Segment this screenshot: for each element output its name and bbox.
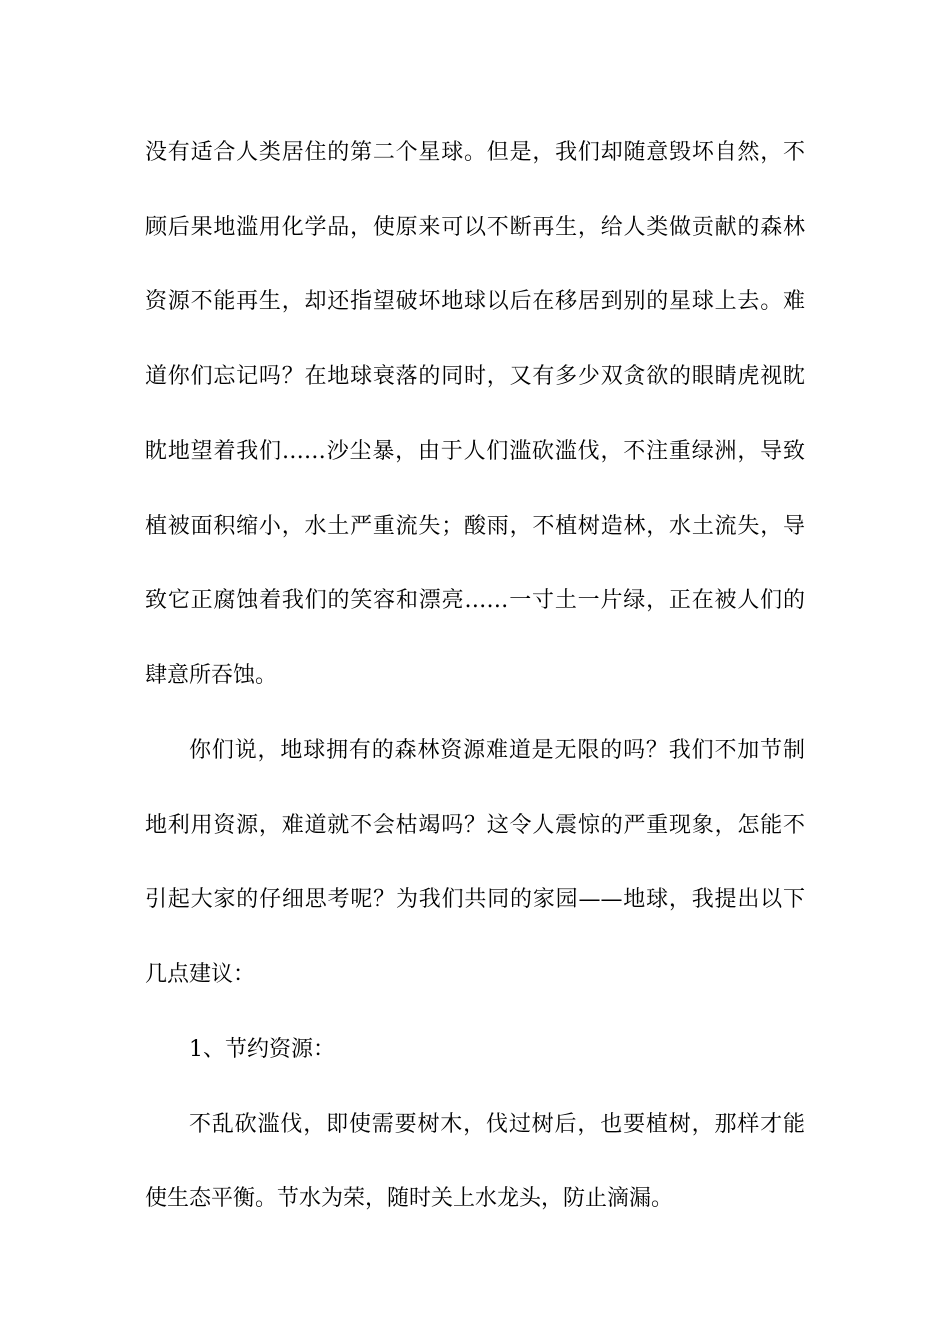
paragraph-2-line-1: 你们说，地球拥有的森林资源难道是无限的吗？我们不加节制 bbox=[189, 738, 805, 763]
text-line-6: 植被面积缩小，水土严重流失；酸雨，不植树造林，水土流失，导 bbox=[145, 514, 805, 539]
paragraph-2-line-4: 几点建议： bbox=[145, 962, 256, 987]
text-line-1: 没有适合人类居住的第二个星球。但是，我们却随意毁坏自然，不 bbox=[145, 140, 805, 165]
paragraph-2-line-2: 地利用资源，难道就不会枯竭吗？这令人震惊的严重现象，怎能不 bbox=[145, 813, 805, 838]
paragraph-2-line-3: 引起大家的仔细思考呢？为我们共同的家园——地球，我提出以下 bbox=[145, 887, 805, 912]
text-line-8: 肆意所吞蚀。 bbox=[145, 663, 278, 688]
text-line-3: 资源不能再生，却还指望破坏地球以后在移居到别的星球上去。难 bbox=[145, 289, 805, 314]
text-line-2: 顾后果地滥用化学品，使原来可以不断再生，给人类做贡献的森林 bbox=[145, 215, 805, 240]
text-line-5: 眈地望着我们……沙尘暴，由于人们滥砍滥伐，不注重绿洲，导致 bbox=[145, 439, 805, 464]
paragraph-3-line-2: 使生态平衡。节水为荣，随时关上水龙头，防止滴漏。 bbox=[145, 1186, 674, 1211]
text-line-4: 道你们忘记吗？在地球衰落的同时，又有多少双贪欲的眼睛虎视眈 bbox=[145, 364, 805, 389]
text-line-7: 致它正腐蚀着我们的笑容和漂亮……一寸土一片绿，正在被人们的 bbox=[145, 588, 805, 613]
paragraph-3-line-1: 不乱砍滥伐，即使需要树木，伐过树后，也要植树，那样才能 bbox=[189, 1112, 805, 1137]
list-item-heading: 1、节约资源： bbox=[189, 1037, 335, 1062]
